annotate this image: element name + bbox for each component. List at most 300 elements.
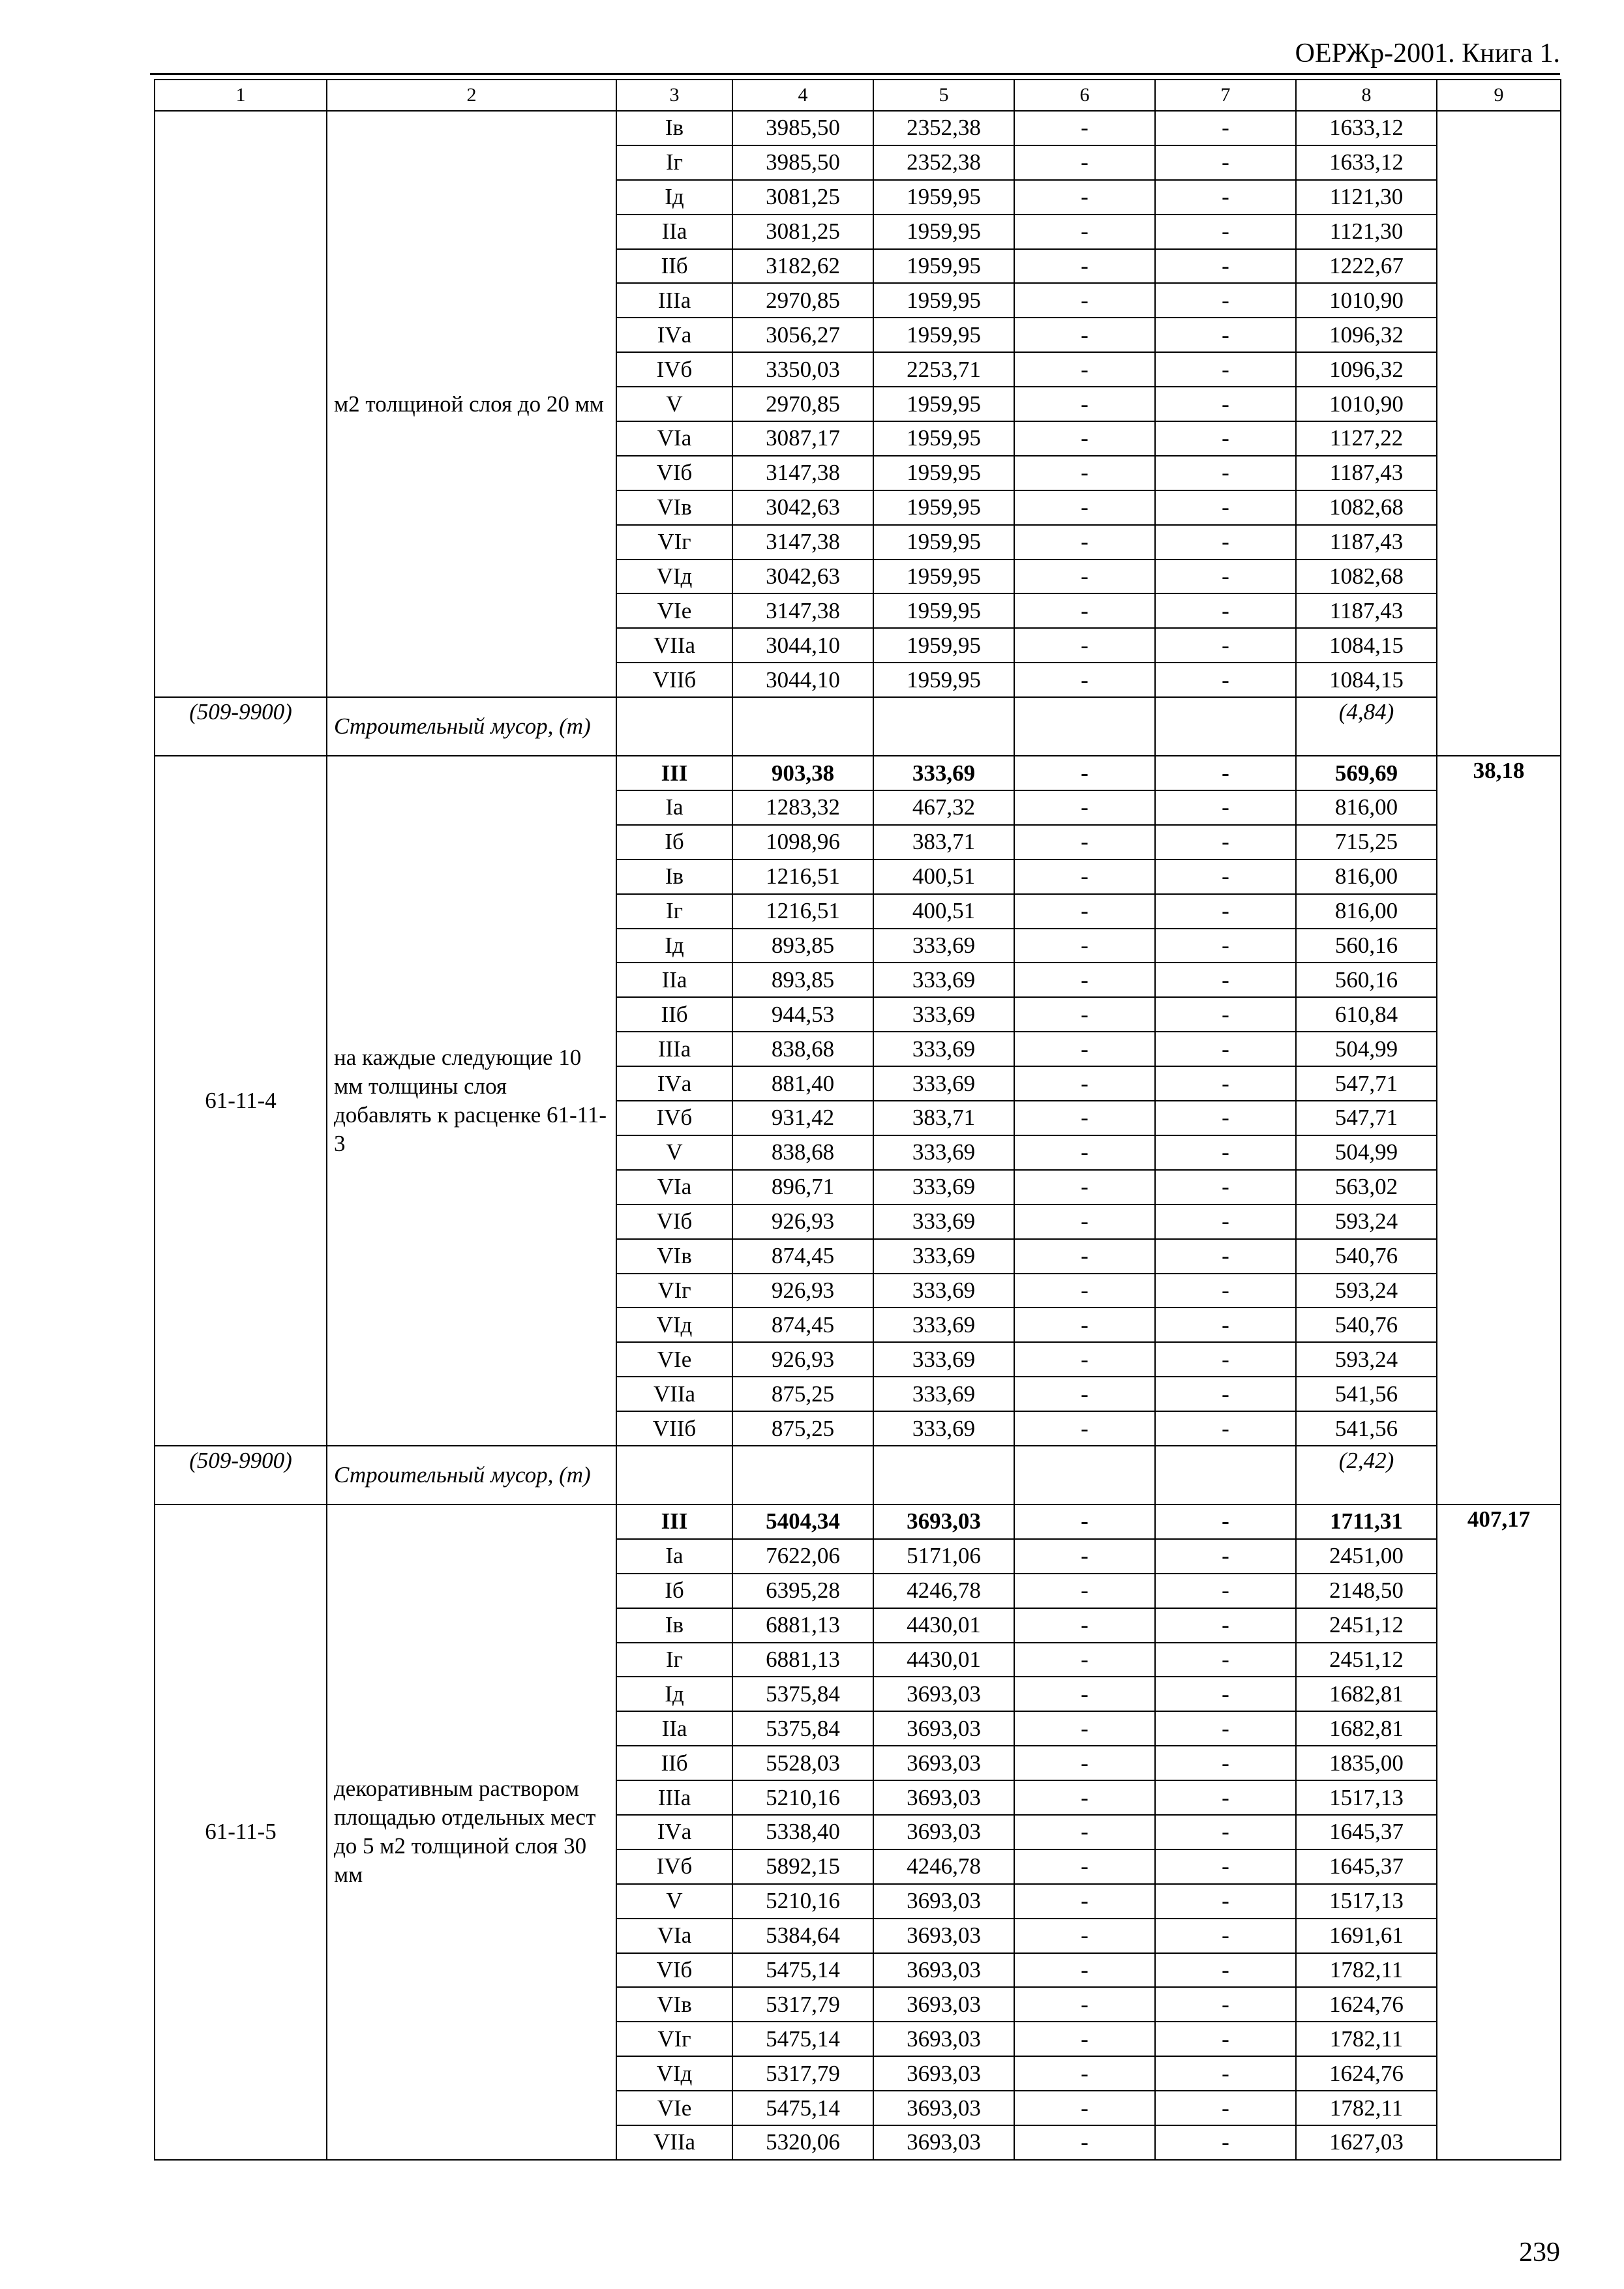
materials-cell: 816,00 xyxy=(1296,860,1437,894)
total-cost-cell: 5210,16 xyxy=(732,1884,873,1919)
zone-cell: Iг xyxy=(616,1643,732,1677)
total-cost-cell: 874,45 xyxy=(732,1308,873,1342)
zone-cell: IIIа xyxy=(616,1032,732,1066)
wages-cell: 333,69 xyxy=(873,1135,1014,1170)
drivers-wages-cell: - xyxy=(1155,1170,1296,1204)
machines-cell: - xyxy=(1014,1539,1155,1574)
zone-cell: Iг xyxy=(616,894,732,929)
drivers-wages-cell: - xyxy=(1155,1780,1296,1815)
column-header: 4 xyxy=(732,80,873,111)
materials-cell: 1084,15 xyxy=(1296,663,1437,697)
total-cost-cell: 3081,25 xyxy=(732,215,873,249)
table-body xyxy=(155,111,1561,2160)
machines-cell: - xyxy=(1014,1849,1155,1884)
rate-code xyxy=(155,756,327,1446)
wages-cell: 333,69 xyxy=(873,1239,1014,1274)
materials-cell: 541,56 xyxy=(1296,1377,1437,1411)
zone-cell: VIб xyxy=(616,456,732,490)
materials-cell: 1782,11 xyxy=(1296,2022,1437,2056)
materials-cell: 1682,81 xyxy=(1296,1677,1437,1711)
zone-cell: VIIа xyxy=(616,628,732,663)
materials-cell: 1121,30 xyxy=(1296,215,1437,249)
drivers-wages-cell: - xyxy=(1155,1204,1296,1239)
machines-cell: - xyxy=(1014,1239,1155,1274)
zone-cell: III xyxy=(616,756,732,790)
wages-cell: 333,69 xyxy=(873,1411,1014,1446)
zone-cell: IIа xyxy=(616,963,732,997)
materials-cell: 563,02 xyxy=(1296,1170,1437,1204)
drivers-wages-cell: - xyxy=(1155,145,1296,180)
drivers-wages-cell: - xyxy=(1155,1884,1296,1919)
empty-cell xyxy=(732,697,873,756)
wages-cell: 3693,03 xyxy=(873,2022,1014,2056)
wages-cell: 3693,03 xyxy=(873,1987,1014,2022)
materials-cell: 1096,32 xyxy=(1296,318,1437,352)
materials-cell: 2148,50 xyxy=(1296,1574,1437,1608)
zone-cell: VIIа xyxy=(616,2125,732,2160)
zone-cell: IIб xyxy=(616,997,732,1032)
materials-cell: 504,99 xyxy=(1296,1032,1437,1066)
zone-cell: IVб xyxy=(616,1849,732,1884)
drivers-wages-cell: - xyxy=(1155,1539,1296,1574)
drivers-wages-cell: - xyxy=(1155,1849,1296,1884)
machines-cell: - xyxy=(1014,1342,1155,1377)
machines-cell: - xyxy=(1014,1377,1155,1411)
zone-cell: VIIб xyxy=(616,1411,732,1446)
total-cost-cell: 875,25 xyxy=(732,1411,873,1446)
total-cost-cell: 5475,14 xyxy=(732,2022,873,2056)
drivers-wages-cell: - xyxy=(1155,1815,1296,1849)
machines-cell: - xyxy=(1014,387,1155,421)
work-description-text: м2 толщиной слоя до 20 мм xyxy=(334,391,604,417)
total-cost-cell: 5210,16 xyxy=(732,1780,873,1815)
machines-cell: - xyxy=(1014,1884,1155,1919)
total-cost-cell: 875,25 xyxy=(732,1377,873,1411)
total-cost-cell: 5338,40 xyxy=(732,1815,873,1849)
drivers-wages-cell: - xyxy=(1155,1032,1296,1066)
wages-cell: 333,69 xyxy=(873,997,1014,1032)
total-cost-cell: 3042,63 xyxy=(732,490,873,525)
total-cost-cell: 881,40 xyxy=(732,1066,873,1101)
materials-cell: 1645,37 xyxy=(1296,1815,1437,1849)
drivers-wages-cell: - xyxy=(1155,215,1296,249)
column-number-row xyxy=(155,80,1561,111)
materials-cell: 2451,00 xyxy=(1296,1539,1437,1574)
machines-cell: - xyxy=(1014,1815,1155,1849)
machines-cell: - xyxy=(1014,1987,1155,2022)
machines-cell: - xyxy=(1014,663,1155,697)
zone-cell: IIб xyxy=(616,1746,732,1780)
drivers-wages-cell: - xyxy=(1155,756,1296,790)
labor-cost-cell xyxy=(1437,111,1561,756)
zone-cell: VIа xyxy=(616,1170,732,1204)
wages-cell: 333,69 xyxy=(873,963,1014,997)
total-cost-cell: 5320,06 xyxy=(732,2125,873,2160)
materials-cell: 540,76 xyxy=(1296,1239,1437,1274)
machines-cell: - xyxy=(1014,1711,1155,1746)
wages-cell: 3693,03 xyxy=(873,1780,1014,1815)
drivers-wages-cell: - xyxy=(1155,525,1296,560)
page-number: 239 xyxy=(1519,2237,1560,2267)
materials-cell: 816,00 xyxy=(1296,894,1437,929)
drivers-wages-cell: - xyxy=(1155,456,1296,490)
empty-cell xyxy=(1155,697,1296,756)
materials-cell: 715,25 xyxy=(1296,825,1437,860)
zone-cell: VIе xyxy=(616,2091,732,2125)
drivers-wages-cell: - xyxy=(1155,1677,1296,1711)
wages-cell: 400,51 xyxy=(873,894,1014,929)
materials-cell: 1096,32 xyxy=(1296,352,1437,387)
zone-cell: Iб xyxy=(616,825,732,860)
drivers-wages-cell: - xyxy=(1155,1574,1296,1608)
machines-cell: - xyxy=(1014,1308,1155,1342)
machines-cell: - xyxy=(1014,825,1155,860)
drivers-wages-cell: - xyxy=(1155,318,1296,352)
machines-cell: - xyxy=(1014,525,1155,560)
empty-cell xyxy=(616,697,732,756)
wages-cell: 333,69 xyxy=(873,1204,1014,1239)
machines-cell: - xyxy=(1014,318,1155,352)
materials-cell: 2451,12 xyxy=(1296,1608,1437,1643)
wages-cell: 1959,95 xyxy=(873,663,1014,697)
drivers-wages-cell: - xyxy=(1155,1746,1296,1780)
machines-cell: - xyxy=(1014,1170,1155,1204)
materials-cell: 1627,03 xyxy=(1296,2125,1437,2160)
zone-cell: VIа xyxy=(616,1919,732,1953)
materials-cell: 560,16 xyxy=(1296,963,1437,997)
table-row xyxy=(155,111,1561,145)
wages-cell: 5171,06 xyxy=(873,1539,1014,1574)
wages-cell: 2352,38 xyxy=(873,145,1014,180)
machines-cell: - xyxy=(1014,2056,1155,2091)
wages-cell: 1959,95 xyxy=(873,560,1014,594)
machines-cell: - xyxy=(1014,997,1155,1032)
material-quantity: (4,84) xyxy=(1296,697,1437,756)
wages-cell: 1959,95 xyxy=(873,215,1014,249)
materials-cell: 1633,12 xyxy=(1296,145,1437,180)
labor-cost-cell: 407,17 xyxy=(1437,1504,1561,2160)
machines-cell: - xyxy=(1014,215,1155,249)
empty-cell xyxy=(1014,697,1155,756)
wages-cell: 333,69 xyxy=(873,1032,1014,1066)
drivers-wages-cell: - xyxy=(1155,663,1296,697)
machines-cell: - xyxy=(1014,894,1155,929)
materials-cell: 1084,15 xyxy=(1296,628,1437,663)
zone-cell: IIа xyxy=(616,215,732,249)
drivers-wages-cell: - xyxy=(1155,1066,1296,1101)
wages-cell: 400,51 xyxy=(873,860,1014,894)
rate-code-text: 61-11-5 xyxy=(205,1819,277,1845)
total-cost-cell: 5375,84 xyxy=(732,1677,873,1711)
total-cost-cell: 944,53 xyxy=(732,997,873,1032)
column-header: 8 xyxy=(1296,80,1437,111)
zone-cell: VIг xyxy=(616,1274,732,1308)
materials-cell: 1782,11 xyxy=(1296,2091,1437,2125)
machines-cell: - xyxy=(1014,1953,1155,1988)
materials-cell: 1187,43 xyxy=(1296,456,1437,490)
machines-cell: - xyxy=(1014,1919,1155,1953)
drivers-wages-cell: - xyxy=(1155,387,1296,421)
materials-cell: 1082,68 xyxy=(1296,560,1437,594)
total-cost-cell: 3044,10 xyxy=(732,663,873,697)
wages-cell: 3693,03 xyxy=(873,1919,1014,1953)
work-description xyxy=(327,111,616,697)
wages-cell: 333,69 xyxy=(873,756,1014,790)
total-cost-cell: 5404,34 xyxy=(732,1504,873,1539)
work-description-text: декоративным раствором площадью отдельных мест до 5 м2 толщиной слоя 30 мм xyxy=(334,1776,596,1888)
total-cost-cell: 931,42 xyxy=(732,1101,873,1135)
machines-cell: - xyxy=(1014,1274,1155,1308)
wages-cell: 1959,95 xyxy=(873,490,1014,525)
zone-cell: Iд xyxy=(616,1677,732,1711)
total-cost-cell: 5375,84 xyxy=(732,1711,873,1746)
machines-cell: - xyxy=(1014,1643,1155,1677)
wages-cell: 4430,01 xyxy=(873,1608,1014,1643)
drivers-wages-cell: - xyxy=(1155,560,1296,594)
drivers-wages-cell: - xyxy=(1155,1239,1296,1274)
drivers-wages-cell: - xyxy=(1155,593,1296,628)
total-cost-cell: 7622,06 xyxy=(732,1539,873,1574)
empty-cell xyxy=(873,1446,1014,1504)
wages-cell: 1959,95 xyxy=(873,180,1014,215)
materials-cell: 1121,30 xyxy=(1296,180,1437,215)
materials-cell: 816,00 xyxy=(1296,790,1437,825)
machines-cell: - xyxy=(1014,593,1155,628)
column-header: 1 xyxy=(155,80,327,111)
wages-cell: 3693,03 xyxy=(873,2091,1014,2125)
wages-cell: 4246,78 xyxy=(873,1574,1014,1608)
page-header-title: ОЕРЖр-2001. Книга 1. xyxy=(1295,38,1560,68)
machines-cell: - xyxy=(1014,1780,1155,1815)
total-cost-cell: 5892,15 xyxy=(732,1849,873,1884)
zone-cell: VIг xyxy=(616,2022,732,2056)
empty-cell xyxy=(1014,1446,1155,1504)
drivers-wages-cell: - xyxy=(1155,1342,1296,1377)
drivers-wages-cell: - xyxy=(1155,628,1296,663)
zone-cell: VIIб xyxy=(616,663,732,697)
total-cost-cell: 3147,38 xyxy=(732,593,873,628)
empty-cell xyxy=(1155,1446,1296,1504)
zone-cell: VIд xyxy=(616,2056,732,2091)
header-rule xyxy=(150,73,1560,75)
zone-cell: Iд xyxy=(616,929,732,963)
total-cost-cell: 3081,25 xyxy=(732,180,873,215)
materials-cell: 1187,43 xyxy=(1296,525,1437,560)
materials-cell: 593,24 xyxy=(1296,1274,1437,1308)
wages-cell: 383,71 xyxy=(873,825,1014,860)
zone-cell: IVа xyxy=(616,1066,732,1101)
materials-cell: 540,76 xyxy=(1296,1308,1437,1342)
materials-cell: 1691,61 xyxy=(1296,1919,1437,1953)
total-cost-cell: 5384,64 xyxy=(732,1919,873,1953)
material-quantity: (2,42) xyxy=(1296,1446,1437,1504)
materials-cell: 1187,43 xyxy=(1296,593,1437,628)
total-cost-cell: 3182,62 xyxy=(732,249,873,284)
total-cost-cell: 838,68 xyxy=(732,1135,873,1170)
drivers-wages-cell: - xyxy=(1155,249,1296,284)
machines-cell: - xyxy=(1014,929,1155,963)
empty-cell xyxy=(616,1446,732,1504)
wages-cell: 333,69 xyxy=(873,1170,1014,1204)
zone-cell: VIб xyxy=(616,1953,732,1988)
total-cost-cell: 3147,38 xyxy=(732,525,873,560)
drivers-wages-cell: - xyxy=(1155,1101,1296,1135)
zone-cell: IIIа xyxy=(616,1780,732,1815)
work-description xyxy=(327,1504,616,2160)
drivers-wages-cell: - xyxy=(1155,997,1296,1032)
wages-cell: 1959,95 xyxy=(873,421,1014,456)
zone-cell: IIб xyxy=(616,249,732,284)
materials-cell: 547,71 xyxy=(1296,1101,1437,1135)
wages-cell: 3693,03 xyxy=(873,1504,1014,1539)
machines-cell: - xyxy=(1014,1032,1155,1066)
machines-cell: - xyxy=(1014,1746,1155,1780)
machines-cell: - xyxy=(1014,860,1155,894)
materials-cell: 1127,22 xyxy=(1296,421,1437,456)
zone-cell: V xyxy=(616,387,732,421)
machines-cell: - xyxy=(1014,1135,1155,1170)
zone-cell: VIв xyxy=(616,1987,732,2022)
drivers-wages-cell: - xyxy=(1155,1377,1296,1411)
column-header: 6 xyxy=(1014,80,1155,111)
drivers-wages-cell: - xyxy=(1155,1274,1296,1308)
zone-cell: IVб xyxy=(616,1101,732,1135)
wages-cell: 3693,03 xyxy=(873,1746,1014,1780)
total-cost-cell: 3056,27 xyxy=(732,318,873,352)
zone-cell: Iв xyxy=(616,111,732,145)
wages-cell: 3693,03 xyxy=(873,1884,1014,1919)
total-cost-cell: 3147,38 xyxy=(732,456,873,490)
machines-cell: - xyxy=(1014,249,1155,284)
total-cost-cell: 893,85 xyxy=(732,929,873,963)
wages-cell: 4246,78 xyxy=(873,1849,1014,1884)
machines-cell: - xyxy=(1014,1574,1155,1608)
total-cost-cell: 1283,32 xyxy=(732,790,873,825)
total-cost-cell: 926,93 xyxy=(732,1204,873,1239)
materials-cell: 1835,00 xyxy=(1296,1746,1437,1780)
column-header: 3 xyxy=(616,80,732,111)
drivers-wages-cell: - xyxy=(1155,1135,1296,1170)
machines-cell: - xyxy=(1014,421,1155,456)
machines-cell: - xyxy=(1014,456,1155,490)
materials-cell: 1082,68 xyxy=(1296,490,1437,525)
machines-cell: - xyxy=(1014,1504,1155,1539)
machines-cell: - xyxy=(1014,756,1155,790)
rate-code xyxy=(155,1504,327,2160)
wages-cell: 1959,95 xyxy=(873,387,1014,421)
total-cost-cell: 6881,13 xyxy=(732,1643,873,1677)
machines-cell: - xyxy=(1014,2022,1155,2056)
work-description-text: на каждые следующие 10 мм толщины слоя добавлять к расценке 61-11-3 xyxy=(334,1045,607,1157)
wages-cell: 333,69 xyxy=(873,1377,1014,1411)
column-header: 2 xyxy=(327,80,616,111)
total-cost-cell: 6395,28 xyxy=(732,1574,873,1608)
drivers-wages-cell: - xyxy=(1155,929,1296,963)
zone-cell: Iа xyxy=(616,790,732,825)
materials-cell: 1711,31 xyxy=(1296,1504,1437,1539)
machines-cell: - xyxy=(1014,111,1155,145)
materials-cell: 569,69 xyxy=(1296,756,1437,790)
wages-cell: 1959,95 xyxy=(873,318,1014,352)
wages-cell: 3693,03 xyxy=(873,1677,1014,1711)
wages-cell: 1959,95 xyxy=(873,593,1014,628)
zone-cell: III xyxy=(616,1504,732,1539)
total-cost-cell: 903,38 xyxy=(732,756,873,790)
empty-cell xyxy=(873,697,1014,756)
total-cost-cell: 3044,10 xyxy=(732,628,873,663)
column-header: 7 xyxy=(1155,80,1296,111)
materials-cell: 560,16 xyxy=(1296,929,1437,963)
total-cost-cell: 5317,79 xyxy=(732,1987,873,2022)
machines-cell: - xyxy=(1014,1677,1155,1711)
materials-cell: 1010,90 xyxy=(1296,387,1437,421)
machines-cell: - xyxy=(1014,283,1155,318)
material-name: Строительный мусор, (т) xyxy=(327,697,616,756)
drivers-wages-cell: - xyxy=(1155,860,1296,894)
drivers-wages-cell: - xyxy=(1155,2056,1296,2091)
empty-cell xyxy=(732,1446,873,1504)
materials-cell: 1782,11 xyxy=(1296,1953,1437,1988)
wages-cell: 1959,95 xyxy=(873,525,1014,560)
table-row xyxy=(155,1504,1561,1539)
machines-cell: - xyxy=(1014,963,1155,997)
drivers-wages-cell: - xyxy=(1155,1504,1296,1539)
zone-cell: VIв xyxy=(616,1239,732,1274)
wages-cell: 333,69 xyxy=(873,1308,1014,1342)
rate-code xyxy=(155,111,327,697)
wages-cell: 1959,95 xyxy=(873,283,1014,318)
machines-cell: - xyxy=(1014,1066,1155,1101)
materials-cell: 1010,90 xyxy=(1296,283,1437,318)
total-cost-cell: 1216,51 xyxy=(732,894,873,929)
total-cost-cell: 3985,50 xyxy=(732,145,873,180)
drivers-wages-cell: - xyxy=(1155,111,1296,145)
total-cost-cell: 838,68 xyxy=(732,1032,873,1066)
total-cost-cell: 926,93 xyxy=(732,1342,873,1377)
drivers-wages-cell: - xyxy=(1155,894,1296,929)
total-cost-cell: 3985,50 xyxy=(732,111,873,145)
drivers-wages-cell: - xyxy=(1155,1608,1296,1643)
total-cost-cell: 5317,79 xyxy=(732,2056,873,2091)
zone-cell: IIIа xyxy=(616,283,732,318)
drivers-wages-cell: - xyxy=(1155,2022,1296,2056)
material-code: (509-9900) xyxy=(155,1446,327,1504)
drivers-wages-cell: - xyxy=(1155,283,1296,318)
wages-cell: 333,69 xyxy=(873,1066,1014,1101)
materials-cell: 541,56 xyxy=(1296,1411,1437,1446)
table-row xyxy=(155,756,1561,790)
zone-cell: IVб xyxy=(616,352,732,387)
column-header: 9 xyxy=(1437,80,1561,111)
wages-cell: 3693,03 xyxy=(873,2125,1014,2160)
total-cost-cell: 5475,14 xyxy=(732,2091,873,2125)
zone-cell: VIIа xyxy=(616,1377,732,1411)
zone-cell: VIе xyxy=(616,1342,732,1377)
machines-cell: - xyxy=(1014,1608,1155,1643)
drivers-wages-cell: - xyxy=(1155,1643,1296,1677)
wages-cell: 1959,95 xyxy=(873,456,1014,490)
material-code: (509-9900) xyxy=(155,697,327,756)
machines-cell: - xyxy=(1014,2125,1155,2160)
zone-cell: Iд xyxy=(616,180,732,215)
materials-cell: 547,71 xyxy=(1296,1066,1437,1101)
materials-cell: 1222,67 xyxy=(1296,249,1437,284)
drivers-wages-cell: - xyxy=(1155,2125,1296,2160)
drivers-wages-cell: - xyxy=(1155,490,1296,525)
column-header: 5 xyxy=(873,80,1014,111)
machines-cell: - xyxy=(1014,490,1155,525)
wages-cell: 3693,03 xyxy=(873,1953,1014,1988)
